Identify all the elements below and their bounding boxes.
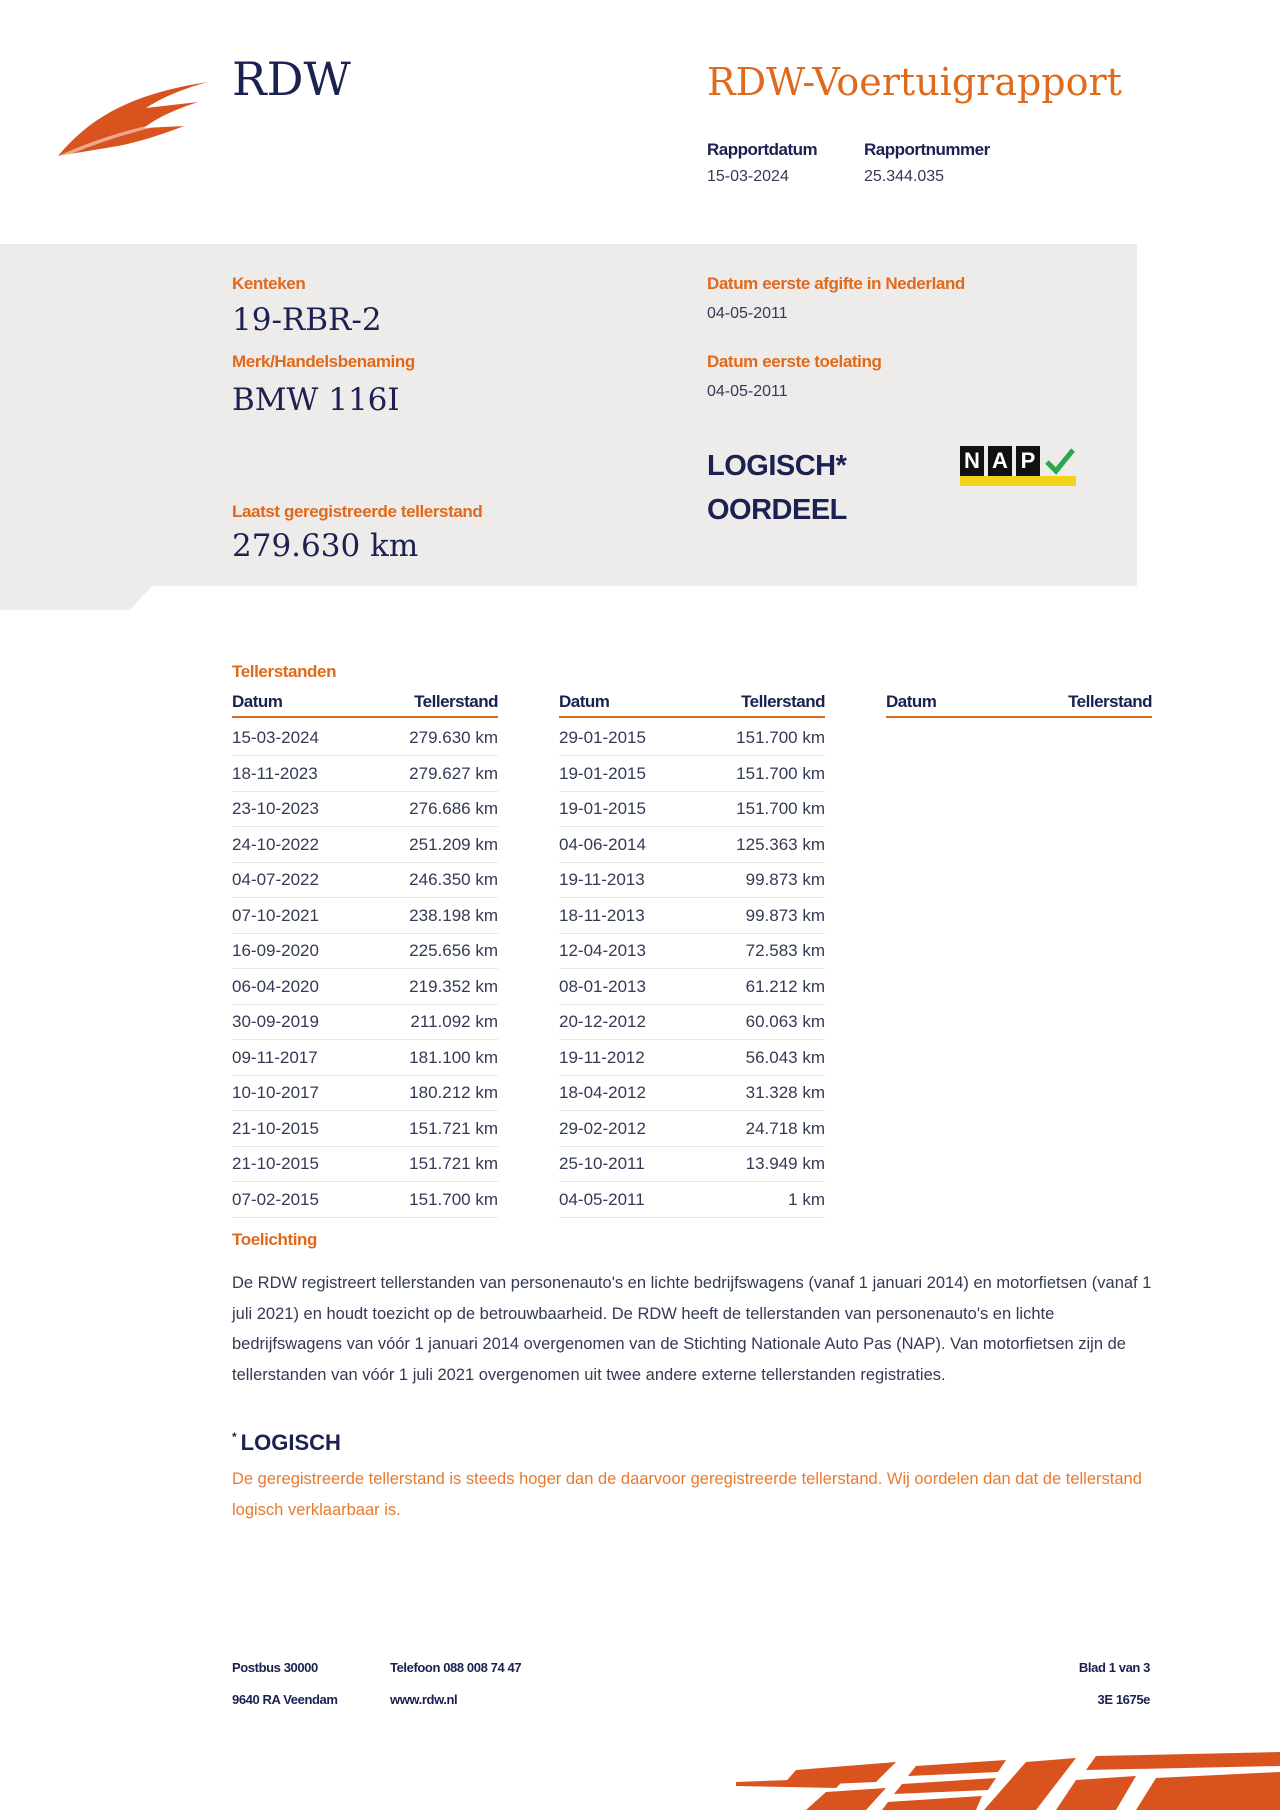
row-datum: 07-02-2015 — [232, 1189, 319, 1209]
toelating-value: 04-05-2011 — [707, 383, 788, 400]
row-tellerstand: 151.721 km — [409, 1154, 498, 1173]
row-tellerstand: 99.873 km — [745, 870, 825, 889]
row-tellerstand: 211.092 km — [410, 1012, 498, 1031]
toelating-label: Datum eerste toelating — [707, 352, 882, 371]
row-datum: 24-10-2022 — [232, 834, 319, 854]
tellerstand-row — [559, 935, 825, 969]
rapportdatum-label: Rapportdatum — [707, 140, 818, 159]
merk-label: Merk/Handelsbenaming — [232, 352, 415, 371]
tellerstand-row — [559, 722, 825, 756]
nap-logo — [960, 446, 1076, 490]
tellerstand-row — [232, 793, 498, 827]
header-tellerstand: Tellerstand — [1068, 692, 1152, 711]
header-tellerstand: Tellerstand — [414, 692, 498, 711]
kenteken-label: Kenteken — [232, 274, 306, 293]
tellerstand-row — [559, 1184, 825, 1218]
tellerstand-row — [232, 1042, 498, 1076]
row-tellerstand: 151.700 km — [736, 799, 825, 818]
row-tellerstand: 99.873 km — [745, 905, 825, 925]
row-datum: 18-11-2013 — [559, 905, 645, 925]
brand-name: RDW — [232, 52, 351, 106]
rapportdatum-value: 15-03-2024 — [707, 168, 789, 185]
logisch-heading-text: LOGISCH — [240, 1430, 341, 1455]
row-datum: 04-07-2022 — [232, 870, 319, 889]
row-datum: 18-04-2012 — [559, 1083, 646, 1102]
row-tellerstand: 151.721 km — [409, 1118, 498, 1138]
row-datum: 10-10-2017 — [232, 1083, 319, 1102]
row-datum: 18-11-2023 — [232, 763, 318, 783]
tellerstand-row — [559, 1077, 825, 1111]
row-datum: 06-04-2020 — [232, 976, 319, 996]
row-tellerstand: 238.198 km — [409, 905, 498, 925]
tellerstand-row — [232, 722, 498, 756]
row-datum: 07-10-2021 — [232, 905, 319, 925]
tellerstand-row — [559, 971, 825, 1005]
tellerstand-row — [232, 864, 498, 898]
column-header-2 — [559, 692, 825, 718]
row-datum: 19-01-2015 — [559, 763, 646, 783]
tellerstand-row — [232, 1184, 498, 1218]
logisch-text: De geregistreerde tellerstand is steeds hoger dan de daarvoor geregistreerde tellerstand. Wij oordelen dan dat de tellerstand logisch verklaarbaar is. — [232, 1470, 1142, 1519]
tellerstand-row — [559, 758, 825, 792]
tellerstand-row — [559, 864, 825, 898]
footer-postbus: Postbus 30000 — [232, 1660, 318, 1675]
oordeel-label: OORDEEL — [707, 494, 847, 526]
footnote-star: * — [232, 1430, 237, 1444]
row-tellerstand: 251.209 km — [409, 834, 498, 854]
tellerstand-row — [232, 1006, 498, 1040]
report-title: RDW-Voertuigrapport — [707, 60, 1122, 104]
row-datum: 19-11-2012 — [559, 1047, 645, 1067]
oordeel-result: LOGISCH* — [707, 450, 847, 482]
tellerstand-row — [559, 900, 825, 934]
tellerstand-list-2 — [559, 722, 825, 1219]
tellerstand-row — [559, 1006, 825, 1040]
header-datum: Datum — [559, 692, 610, 711]
footer-stripes-icon — [736, 1752, 1280, 1810]
row-datum: 29-01-2015 — [559, 728, 646, 747]
footer-website[interactable]: www.rdw.nl — [390, 1692, 458, 1707]
row-tellerstand: 225.656 km — [409, 941, 498, 960]
logisch-heading — [232, 1430, 341, 1456]
row-datum: 12-04-2013 — [559, 941, 646, 960]
footer-adres: 9640 RA Veendam — [232, 1692, 338, 1707]
afgifte-label: Datum eerste afgifte in Nederland — [707, 274, 965, 293]
row-datum: 16-09-2020 — [232, 941, 319, 960]
tellerstand-row — [559, 1148, 825, 1182]
row-datum: 21-10-2015 — [232, 1118, 319, 1138]
tellerstand-row — [232, 1077, 498, 1111]
tellerstand-row — [559, 1113, 825, 1147]
row-tellerstand: 125.363 km — [736, 834, 825, 854]
nap-letter-p: P — [1016, 446, 1040, 476]
nap-letter-n: N — [960, 446, 984, 476]
tellerstand-row — [232, 1113, 498, 1147]
tellerstand-row — [232, 1148, 498, 1182]
rapportnummer-value: 25.344.035 — [864, 168, 945, 185]
toelichting-text: De RDW registreert tellerstanden van personenauto's en lichte bedrijfswagens (vanaf 1 januari 2014) en motorfietsen (vanaf 1 juli 2021) en houdt toezicht op de betrouwbaarheid. De RDW heeft de tellerstanden van personenauto's en lichte bedrijfswagens van vóór 1 januari 2014 overgenomen van de Stichting Nationale Auto Pas (NAP). Van motorfietsen zijn de tellerstanden van vóór 1 juli 2021 overgenomen uit twee andere externe tellerstanden registraties. — [232, 1274, 1152, 1384]
row-tellerstand: 56.043 km — [745, 1047, 825, 1067]
tellerstanden-title: Tellerstanden — [232, 662, 337, 681]
footer-telefoon: Telefoon 088 008 74 47 — [390, 1660, 522, 1675]
header-datum: Datum — [886, 692, 937, 711]
kenteken-value: 19-RBR-2 — [232, 302, 382, 338]
row-tellerstand: 246.350 km — [409, 870, 498, 889]
row-datum: 15-03-2024 — [232, 728, 319, 747]
row-tellerstand: 151.700 km — [736, 728, 825, 747]
tellerstand-row — [559, 829, 825, 863]
row-tellerstand: 279.630 km — [409, 728, 498, 747]
row-tellerstand: 279.627 km — [409, 763, 498, 783]
row-tellerstand: 1 km — [788, 1189, 825, 1209]
nap-letter-a: A — [988, 446, 1012, 476]
row-datum: 04-05-2011 — [559, 1189, 645, 1209]
afgifte-value: 04-05-2011 — [707, 305, 788, 322]
checkmark-icon — [1044, 446, 1076, 476]
row-tellerstand: 181.100 km — [409, 1047, 498, 1067]
tellerstand-row — [559, 793, 825, 827]
tellerstand-row — [232, 829, 498, 863]
tellerstand-list-1 — [232, 722, 498, 1219]
row-datum: 19-11-2013 — [559, 870, 645, 889]
row-datum: 30-09-2019 — [232, 1012, 319, 1031]
row-tellerstand: 60.063 km — [745, 1012, 825, 1031]
row-tellerstand: 13.949 km — [745, 1154, 825, 1173]
row-datum: 20-12-2012 — [559, 1012, 646, 1031]
panel-notch — [0, 584, 1137, 610]
row-datum: 25-10-2011 — [559, 1154, 645, 1173]
tellerstand-row — [232, 971, 498, 1005]
row-datum: 19-01-2015 — [559, 799, 646, 818]
vehicle-panel — [0, 244, 1137, 584]
footer-blad: Blad 1 van 3 — [1078, 1660, 1150, 1675]
row-datum: 21-10-2015 — [232, 1154, 319, 1173]
row-datum: 08-01-2013 — [559, 976, 646, 996]
toelichting-title: Toelichting — [232, 1230, 317, 1249]
row-tellerstand: 61.212 km — [745, 976, 825, 996]
nap-underline — [960, 476, 1076, 486]
row-tellerstand: 276.686 km — [409, 799, 498, 818]
row-tellerstand: 151.700 km — [736, 763, 825, 783]
tellerstand-row — [559, 1042, 825, 1076]
row-tellerstand: 72.583 km — [745, 941, 825, 960]
merk-value: BMW 116I — [232, 382, 400, 418]
row-tellerstand: 219.352 km — [409, 976, 498, 996]
row-tellerstand: 31.328 km — [745, 1083, 825, 1102]
tellerstand-row — [232, 935, 498, 969]
row-datum: 09-11-2017 — [232, 1047, 318, 1067]
row-datum: 23-10-2023 — [232, 799, 319, 818]
column-header-1 — [232, 692, 498, 718]
header-datum: Datum — [232, 692, 283, 711]
tellerstand-row — [232, 758, 498, 792]
tellerstand-row — [232, 900, 498, 934]
row-tellerstand: 180.212 km — [409, 1083, 498, 1102]
footer-code: 3E 1675e — [1097, 1692, 1150, 1707]
laatste-tellerstand-label: Laatst geregistreerde tellerstand — [232, 502, 483, 521]
row-datum: 29-02-2012 — [559, 1118, 646, 1138]
header-tellerstand: Tellerstand — [741, 692, 825, 711]
rapportnummer-label: Rapportnummer — [864, 140, 990, 159]
column-header-3 — [886, 692, 1152, 718]
laatste-tellerstand-value: 279.630 km — [232, 528, 419, 564]
rdw-logo-icon — [58, 80, 210, 162]
row-tellerstand: 151.700 km — [409, 1189, 498, 1209]
row-tellerstand: 24.718 km — [745, 1118, 825, 1138]
row-datum: 04-06-2014 — [559, 834, 646, 854]
